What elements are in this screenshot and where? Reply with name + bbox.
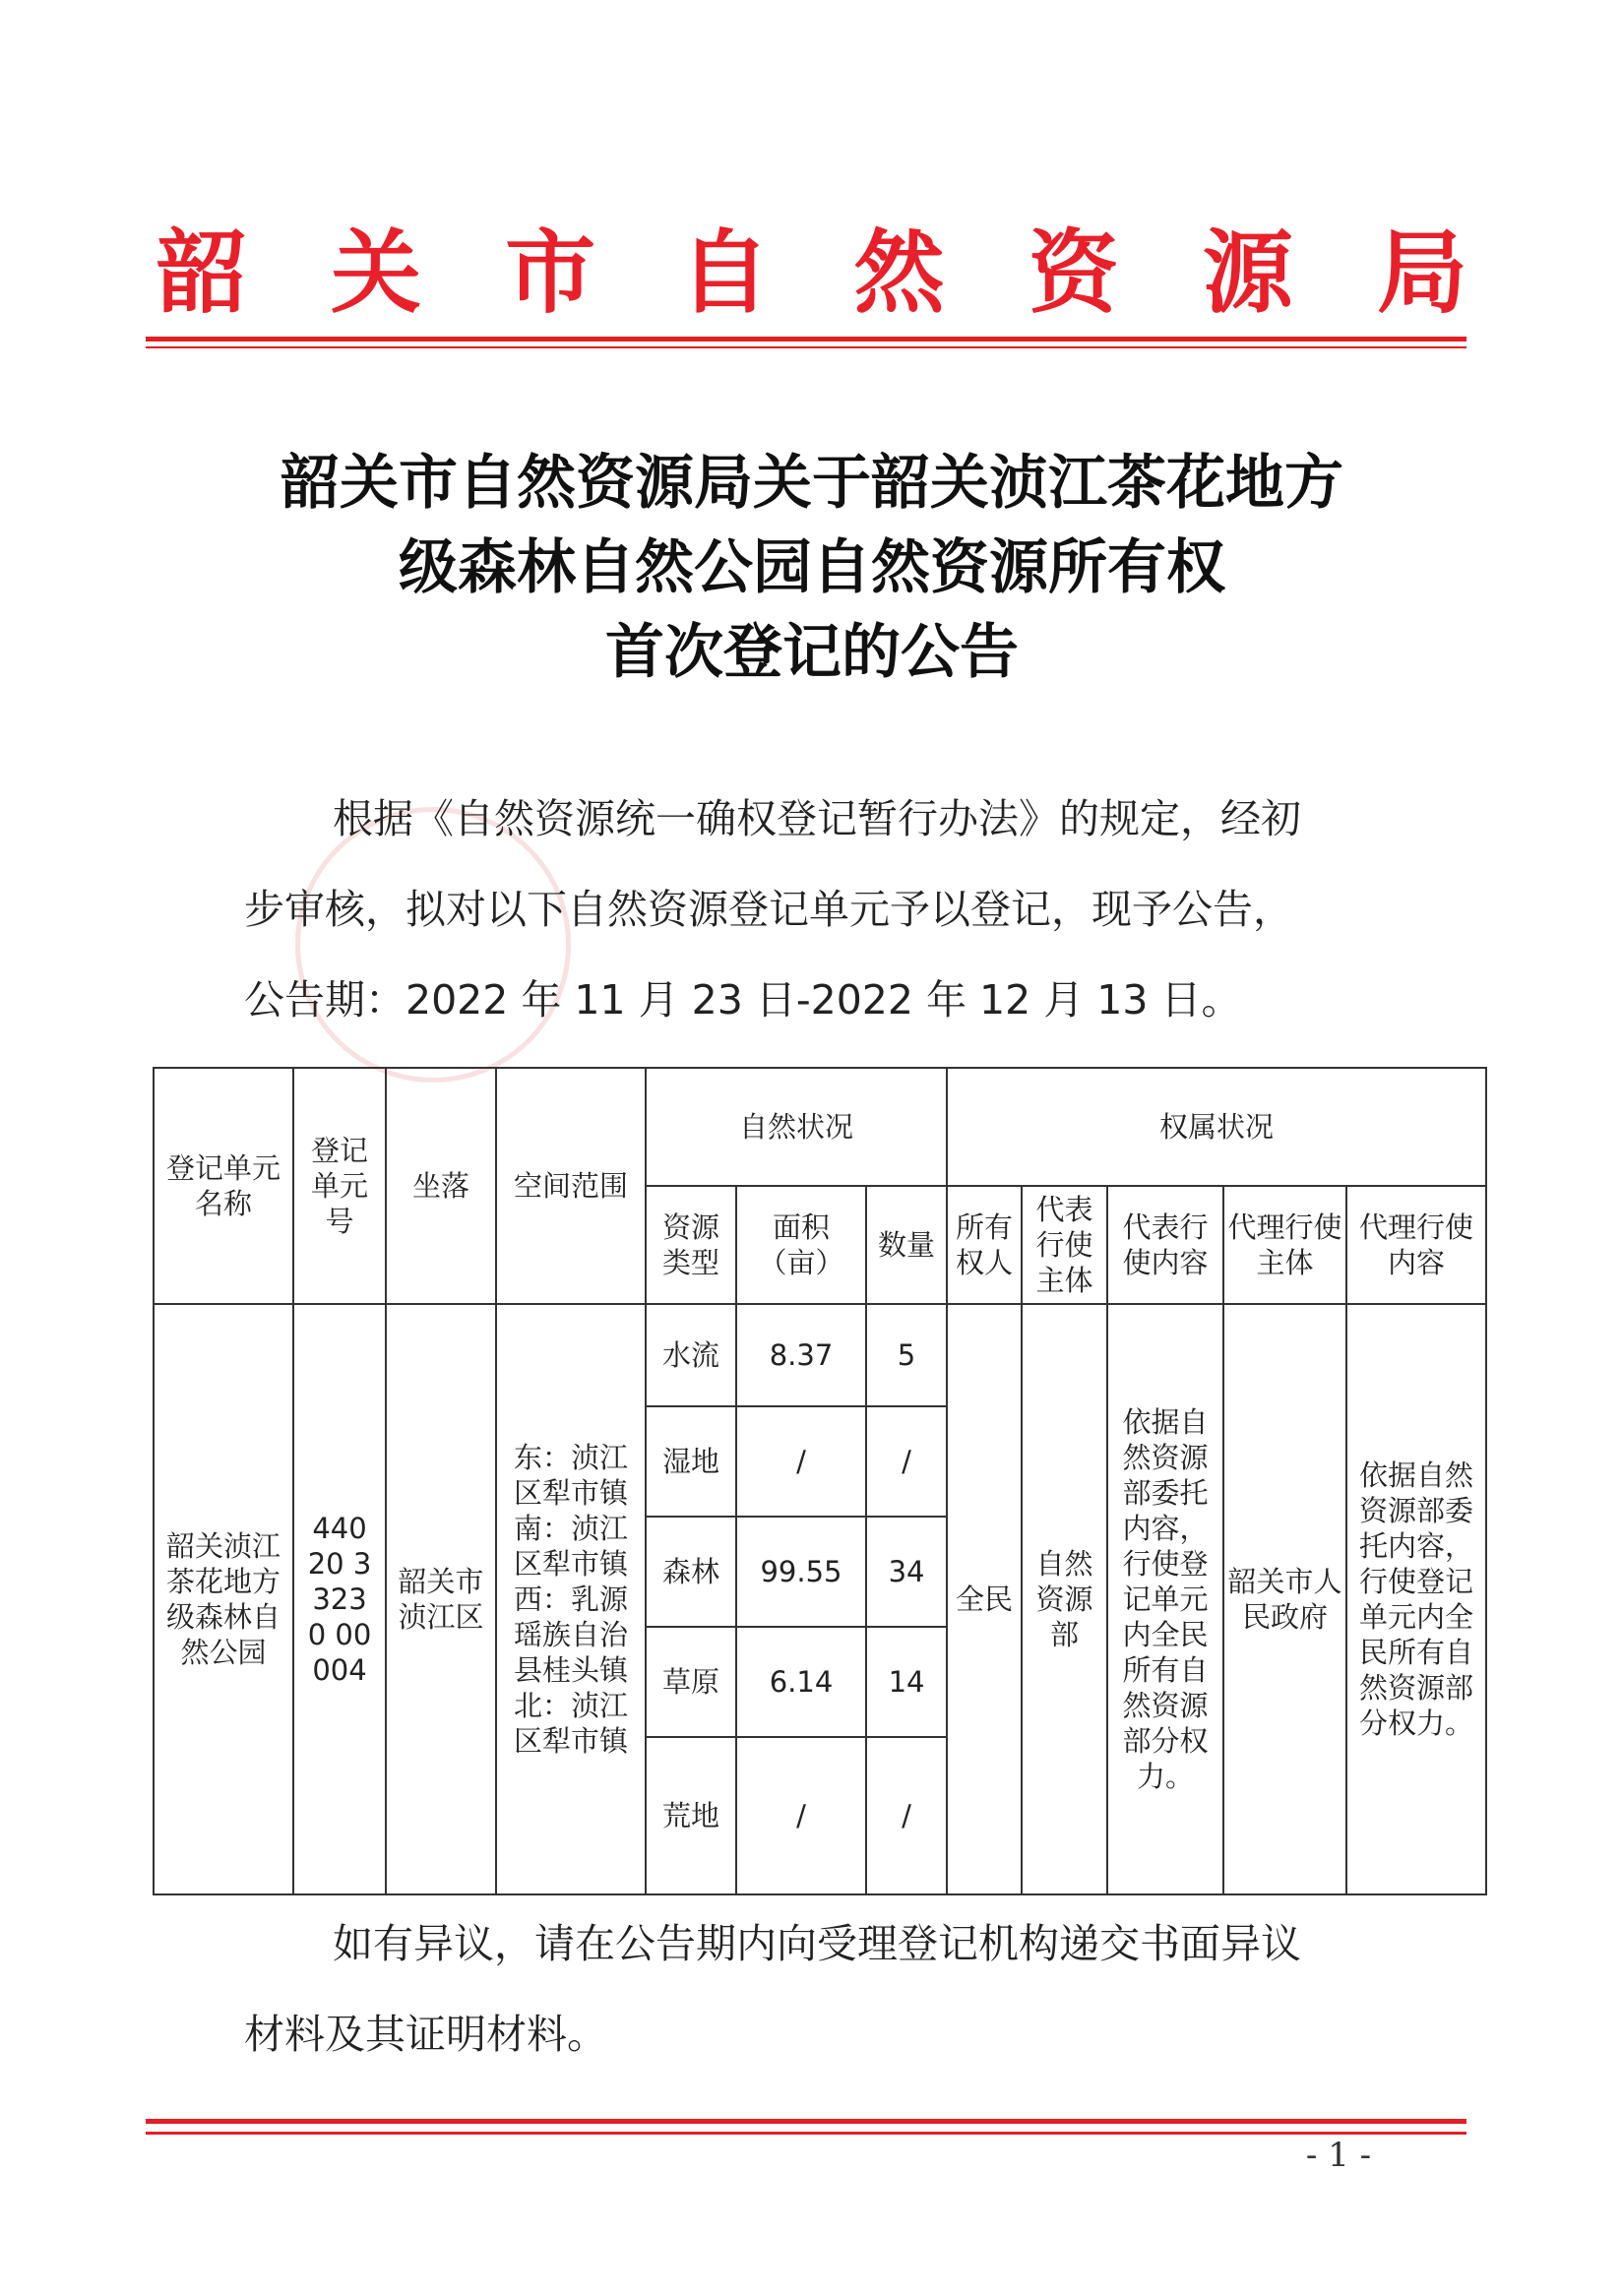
page-number: - 1 - [1305,2136,1372,2175]
masthead-char: 市 [505,219,596,326]
intro-line: 步审核，拟对以下自然资源登记单元予以登记，现予公告， [244,886,1293,933]
masthead-char: 资 [1028,219,1119,326]
cell-spatial-range: 东：浈江区犁市镇 南：浈江区犁市镇 西：乳源瑶族自治县桂头镇 北：浈江区犁市镇 [496,1304,646,1894]
title-line: 首次登记的公告 [605,618,1019,687]
document-title [148,441,1476,695]
cell-owner: 全民 [947,1304,1022,1894]
cell-rep-content: 依据自然资源部委托内容，行使登记单元内全民所有自然资源部分权力。 [1107,1304,1223,1894]
masthead-rule-thin [146,346,1466,348]
cell-resource-type: 森林 [646,1517,736,1627]
cell-resource-type: 水流 [646,1304,736,1406]
cell-area: / [736,1737,866,1894]
cell-location: 韶关市浈江区 [386,1304,496,1894]
cell-area: 8.37 [736,1304,866,1406]
header-owner: 所有权人 [947,1186,1022,1304]
header-resource-type: 资源类型 [646,1186,736,1304]
header-natural-status: 自然状况 [646,1068,947,1186]
cell-quantity: 5 [866,1304,947,1406]
cell-agent-subject: 韶关市人民政府 [1223,1304,1346,1894]
intro-line: 根据《自然资源统一确权登记暂行办法》的规定，经初 [333,795,1301,842]
title-line: 级森林自然公园自然资源所有权 [399,533,1225,602]
cell-area: / [736,1406,866,1517]
header-quantity: 数量 [866,1186,947,1304]
cell-quantity: 14 [866,1627,947,1737]
masthead-char: 源 [1202,219,1293,326]
cell-unit-name: 韶关浈江茶花地方级森林自然公园 [154,1304,293,1894]
header-unit-name: 登记单元名称 [154,1068,293,1304]
header-area: 面积（亩） [736,1186,866,1304]
header-rep-content: 代表行使内容 [1107,1186,1223,1304]
cell-resource-type: 湿地 [646,1406,736,1517]
header-location: 坐落 [386,1068,496,1304]
cell-resource-type: 草原 [646,1627,736,1737]
header-ownership-status: 权属状况 [947,1068,1486,1186]
footer-rule-thick [146,2119,1466,2124]
cell-resource-type: 荒地 [646,1737,736,1894]
closing-line: 材料及其证明材料。 [244,2011,607,2058]
title-line: 韶关市自然资源局关于韶关浈江茶花地方 [281,449,1343,518]
cell-agent-content: 依据自然资源部委托内容，行使登记单元内全民所有自然资源部分权力。 [1346,1304,1486,1894]
header-spatial-range: 空间范围 [496,1068,646,1304]
intro-line: 公告期：2022 年 11 月 23 日-2022 年 12 月 13 日。 [244,976,1242,1024]
masthead [148,207,1476,325]
registration-table [153,1067,1487,1895]
masthead-char: 自 [679,219,771,326]
cell-area: 99.55 [736,1517,866,1627]
closing-line: 如有异议，请在公告期内向受理登记机构递交书面异议 [333,1920,1301,1967]
masthead-char: 关 [331,219,422,326]
header-rep-subject: 代表行使主体 [1022,1186,1107,1304]
footer-rule-thin [146,2132,1466,2135]
masthead-char: 韶 [156,219,247,326]
header-unit-no: 登记单元号 [293,1068,386,1304]
cell-quantity: / [866,1406,947,1517]
cell-rep-subject: 自然资源部 [1022,1304,1107,1894]
closing-paragraph [244,1898,1386,2079]
cell-quantity: 34 [866,1517,947,1627]
masthead-char: 局 [1376,219,1467,326]
masthead-rule-thick [146,337,1466,341]
masthead-char: 然 [853,219,945,326]
intro-paragraph [244,774,1386,1045]
cell-area: 6.14 [736,1627,866,1737]
header-agent-subject: 代理行使主体 [1223,1186,1346,1304]
cell-unit-no: 44020 33230 00004 [293,1304,386,1894]
header-agent-content: 代理行使内容 [1346,1186,1486,1304]
cell-quantity: / [866,1737,947,1894]
